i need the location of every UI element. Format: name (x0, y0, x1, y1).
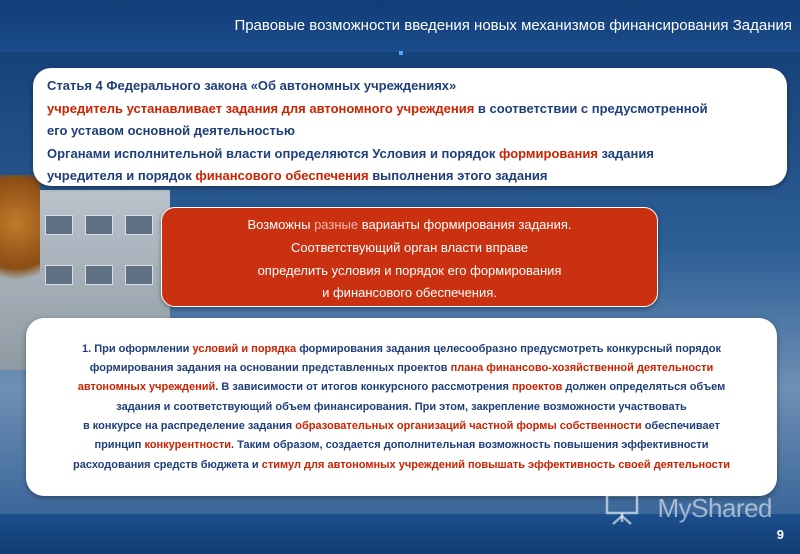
building-window (85, 265, 113, 285)
rec-line-3: автономных учреждений. В зависимости от итогов конкурсного рассмотрения проектов должен определяться объем (77, 381, 726, 393)
building-window (125, 265, 153, 285)
building-window (45, 265, 73, 285)
law-article-box (33, 68, 787, 186)
rec-line-4: задания и соответствующий объем финансирования. При этом, закрепление возможности участвовать (116, 401, 687, 413)
header-bar (0, 0, 800, 52)
article-line-5: учредителя и порядок финансового обеспечения выполнения этого задания (47, 168, 548, 183)
building-window (85, 215, 113, 235)
slide-title: Правовые возможности введения новых механизмов финансирования Задания (234, 17, 792, 34)
article-line-4: Органами исполнительной власти определяются Условия и порядок формирования задания (47, 146, 654, 161)
building-window (125, 215, 153, 235)
rec-line-2: формирования задания на основании представленных проектов плана финансово-хозяйственной деятельности (89, 362, 714, 374)
banner-line-4: и финансового обеспечения. (322, 285, 497, 300)
page-number: 9 (776, 527, 784, 542)
building-window (45, 215, 73, 235)
banner-line-1: Возможны разные варианты формирования задания. (247, 217, 572, 232)
rec-line-6: принцип конкурентности. Таким образом, создается дополнительная возможность повышения эффективности (94, 439, 709, 451)
autumn-tree (0, 175, 40, 295)
options-banner (161, 207, 658, 307)
article-line-2: учредитель устанавливает задания для автономного учреждения в соответствии с предусмотренной (47, 101, 708, 116)
article-line-3: его уставом основной деятельностью (47, 123, 295, 138)
banner-line-3: определить условия и порядок его формирования (257, 263, 562, 278)
recommendation-box (26, 318, 777, 496)
presentation-board-icon (604, 492, 640, 526)
rec-line-5: в конкурсе на распределение задания образовательных организаций частной формы собственности обеспечивает (82, 420, 721, 432)
article-heading: Статья 4 Федерального закона «Об автономных учреждениях» (47, 78, 457, 93)
rec-line-7: расходования средств бюджета и стимул для автономных учреждений повышать эффективность своей деятельности (73, 459, 730, 471)
watermark-logo: MyShared (657, 493, 772, 523)
banner-line-2: Соответствующий орган власти вправе (290, 240, 529, 255)
header-marker (399, 51, 403, 55)
rec-line-1: 1. При оформлении условий и порядка формирования задания целесообразно предусмотреть конкурсный порядок (81, 343, 721, 355)
